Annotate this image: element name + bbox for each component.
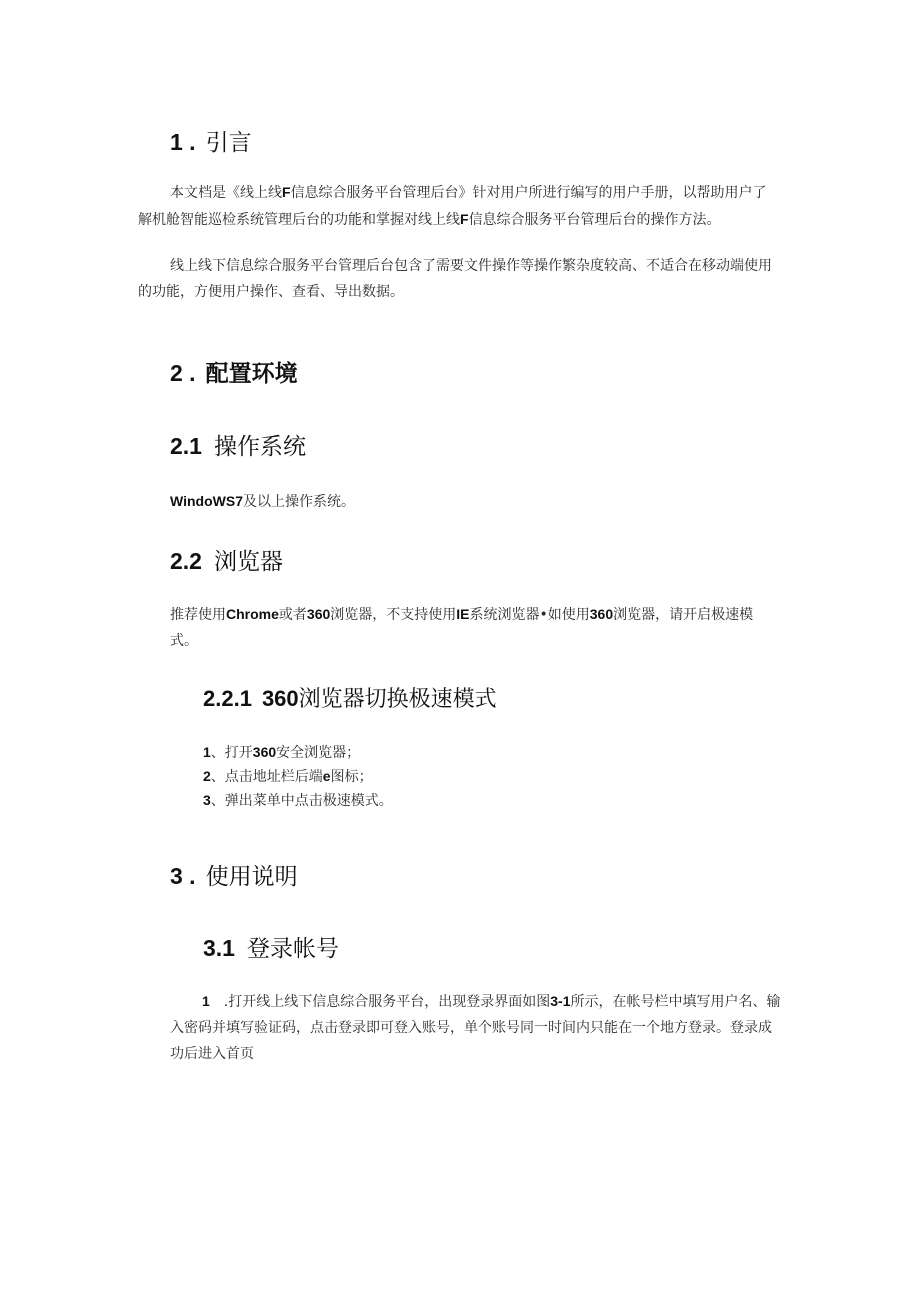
- browser-requirement: 推荐使用Chrome或者360浏览器，不支持使用IE系统浏览器•如使用360浏览器，请开启极速模式。: [170, 606, 754, 649]
- heading-3-1: [203, 930, 339, 963]
- heading-number: 2.1: [170, 433, 202, 459]
- list-item: 2、点击地址栏后端e图标；: [203, 768, 373, 785]
- heading-number: 2.2.1: [203, 686, 252, 711]
- heading-number: 3.1: [203, 935, 235, 961]
- list-item: 3、弹出菜单中点击极速模式。: [203, 792, 393, 809]
- heading-title: 配置环境: [205, 361, 298, 387]
- heading-title: 操作系统: [213, 434, 306, 460]
- heading-number: 2.2: [170, 548, 202, 574]
- heading-2-2-1: [203, 682, 497, 713]
- heading-section-2: [170, 355, 298, 388]
- heading-section-3: [170, 858, 298, 891]
- heading-section-1: [170, 124, 252, 157]
- heading-title: 引言: [205, 130, 252, 156]
- heading-2-1: [170, 428, 306, 461]
- heading-number: 3 .: [170, 863, 196, 889]
- heading-title: 浏览器: [213, 549, 283, 575]
- intro-paragraph-1: 本文档是《线上线F信息综合服务平台管理后台》针对用户所进行编写的用户手册，以帮助用户了解机舱智能巡检系统管理后台的功能和掌握对线上线F信息综合服务平台管理后台的操作方法。: [138, 184, 767, 228]
- heading-title: 使用说明: [205, 864, 298, 890]
- heading-title: 登录帐号: [246, 936, 339, 962]
- heading-2-2: [170, 543, 283, 576]
- heading-number-2: 360: [261, 686, 299, 711]
- heading-number: 2 .: [170, 360, 196, 386]
- heading-number: 1 .: [170, 129, 196, 155]
- list-item: 1、打开360安全浏览器；: [203, 744, 361, 761]
- login-instructions: 1 .打开线上线下信息综合服务平台，出现登录界面如图3-1所示，在帐号栏中填写用户名、输入密码并填写验证码，点击登录即可登入账号，单个账号同一时间内只能在一个地方登录。登录成功后进入首页: [170, 993, 781, 1062]
- os-requirement: WindoWS7及以上操作系统。: [170, 493, 355, 510]
- heading-title: 浏览器切换极速模式: [298, 687, 497, 712]
- intro-paragraph-2: 线上线下信息综合服务平台管理后台包含了需要文件操作等操作繁杂度较高、不适合在移动端使用的功能，方便用户操作、查看、导出数据。: [138, 258, 772, 300]
